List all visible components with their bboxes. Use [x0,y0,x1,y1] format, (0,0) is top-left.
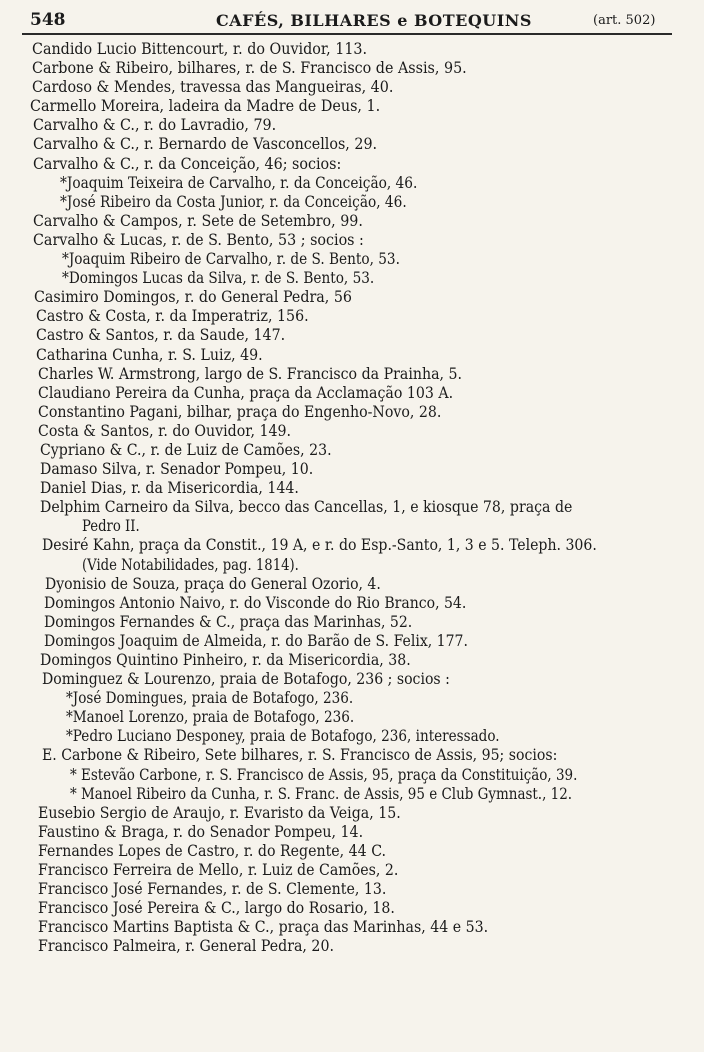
list-item: Daniel Dias, r. da Misericordia, 144. [40,479,299,498]
list-item: Domingos Antonio Naivo, r. do Visconde do Rio Branco, 54. [44,593,467,612]
list-item: Francisco José Pereira & C., largo do Rosario, 18. [38,899,395,918]
list-item: Damaso Silva, r. Senador Pompeu, 10. [40,460,314,479]
list-item: Dominguez & Lourenzo, praia de Botafogo, 236 ; socios : [42,670,450,689]
list-item: Delphim Carneiro da Silva, becco das Cancellas, 1, e kiosque 78, praça de [40,498,573,517]
list-item: (Vide Notabilidades, pag. 1814). [82,555,299,574]
page-title: CAFÉS, BILHARES e BOTEQUINS [216,11,532,30]
list-item: E. Carbone & Ribeiro, Sete bilhares, r. S. Francisco de Assis, 95; socios: [42,746,558,765]
list-item: *Manoel Lorenzo, praia de Botafogo, 236. [66,708,355,727]
list-item: Desiré Kahn, praça da Constit., 19 A, e r. do Esp.-Santo, 1, 3 e 5. Teleph. 306. [42,536,597,555]
directory-list [0,40,704,957]
list-item: *Pedro Luciano Desponey, praia de Botafogo, 236, interessado. [66,727,500,746]
list-item: *Joaquim Ribeiro de Carvalho, r. de S. Bento, 53. [62,250,400,269]
list-item: Domingos Quintino Pinheiro, r. da Misericordia, 38. [40,651,411,669]
list-item: Carvalho & Campos, r. Sete de Setembro, 99. [33,211,363,230]
list-item: Faustino & Braga, r. do Senador Pompeu, 14. [38,822,364,841]
list-item: Domingos Fernandes & C., praça das Marinhas, 52. [44,612,413,631]
list-item: Carbone & Ribeiro, bilhares, r. de S. Francisco de Assis, 95. [32,59,467,78]
list-item: Carvalho & C., r. Bernardo de Vasconcellos, 29. [33,135,378,154]
page-header [28,8,668,34]
list-item: * Estevão Carbone, r. S. Francisco de Assis, 95, praça da Constituição, 39. [70,765,578,784]
list-item: Costa & Santos, r. do Ouvidor, 149. [38,421,291,440]
article-reference: (art. 502) [593,13,656,28]
list-item: Carvalho & C., r. da Conceição, 46; socios: [33,154,342,173]
list-item: Carvalho & C., r. do Lavradio, 79. [33,116,277,135]
list-item: Eusebio Sergio de Araujo, r. Evaristo da Veiga, 15. [38,803,401,822]
page-number: 548 [30,10,66,30]
list-item: Castro & Costa, r. da Imperatriz, 156. [36,307,309,326]
list-item: Claudiano Pereira da Cunha, praça da Acclamação 103 A. [38,383,454,402]
list-item: Francisco Martins Baptista & C., praça das Marinhas, 44 e 53. [38,918,489,937]
list-item: Francisco José Fernandes, r. de S. Clemente, 13. [38,880,387,899]
list-item: Fernandes Lopes de Castro, r. do Regente, 44 C. [38,841,387,860]
list-item: Candido Lucio Bittencourt, r. do Ouvidor, 113. [32,40,368,58]
header-rule [22,33,672,35]
list-item: *José Ribeiro da Costa Junior, r. da Conceição, 46. [60,192,407,211]
list-item: Francisco Palmeira, r. General Pedra, 20. [38,937,334,956]
list-item: Pedro II. [82,517,140,536]
list-item: Catharina Cunha, r. S. Luiz, 49. [36,345,263,364]
list-item: *Joaquim Teixeira de Carvalho, r. da Conceição, 46. [60,173,418,192]
list-item: Constantino Pagani, bilhar, praça do Engenho-Novo, 28. [38,402,442,421]
list-item: *José Domingues, praia de Botafogo, 236. [66,689,354,708]
list-item: Domingos Joaquim de Almeida, r. do Barão de S. Felix, 177. [44,631,468,650]
list-item: *Domingos Lucas da Silva, r. de S. Bento, 53. [62,269,375,288]
list-item: Francisco Ferreira de Mello, r. Luiz de Camões, 2. [38,861,399,880]
list-item: Charles W. Armstrong, largo de S. Francisco da Prainha, 5. [38,364,463,383]
list-item: Castro & Santos, r. da Saude, 147. [36,326,286,345]
list-item: Carmello Moreira, ladeira da Madre de Deus, 1. [30,97,381,116]
list-item: Casimiro Domingos, r. do General Pedra, 56 [34,288,352,307]
list-item: Dyonisio de Souza, praça do General Ozorio, 4. [45,574,381,593]
list-item: Carvalho & Lucas, r. de S. Bento, 53 ; socios : [33,230,364,249]
list-item: Cardoso & Mendes, travessa das Mangueiras, 40. [32,78,394,97]
list-item: * Manoel Ribeiro da Cunha, r. S. Franc. de Assis, 95 e Club Gymnast., 12. [70,784,573,803]
list-item: Cypriano & C., r. de Luiz de Camões, 23. [40,440,332,459]
